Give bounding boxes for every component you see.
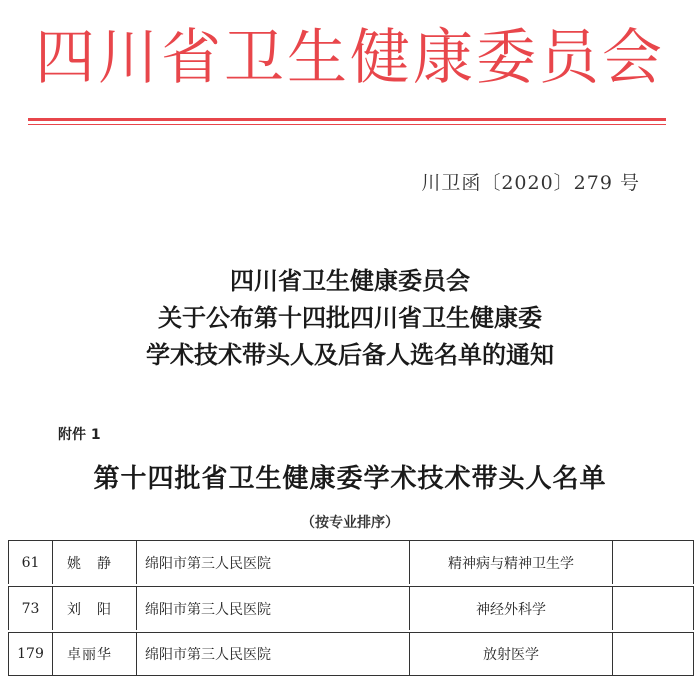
person-name: 姚 静 [53, 541, 137, 584]
person-name: 卓丽华 [53, 633, 137, 675]
notice-title-line: 学术技术带头人及后备人选名单的通知 [146, 341, 554, 369]
roster-table [8, 540, 694, 676]
letterhead-title: 四川省卫生健康委员会 [35, 23, 665, 93]
sort-note: （按专业排序） [301, 515, 399, 531]
letterhead-rule [28, 118, 666, 121]
attachment-label: 附件 1 [58, 427, 101, 443]
remarks-cell [613, 541, 693, 584]
specialty: 放射医学 [410, 633, 613, 675]
organization: 绵阳市第三人民医院 [137, 541, 410, 584]
notice-title-line: 关于公布第十四批四川省卫生健康委 [158, 304, 542, 332]
list-title: 第十四批省卫生健康委学术技术带头人名单 [93, 464, 607, 494]
remarks-cell [613, 587, 693, 630]
row-number: 73 [9, 587, 53, 630]
specialty: 精神病与精神卫生学 [410, 541, 613, 584]
notice-title [0, 263, 700, 374]
organization: 绵阳市第三人民医院 [137, 633, 410, 675]
specialty: 神经外科学 [410, 587, 613, 630]
notice-title-line: 四川省卫生健康委员会 [230, 267, 470, 295]
document-number: 川卫函〔2020〕279 号 [421, 172, 640, 194]
remarks-cell [613, 633, 693, 675]
table-row [8, 586, 694, 630]
row-number: 61 [9, 541, 53, 584]
organization: 绵阳市第三人民医院 [137, 587, 410, 630]
person-name: 刘 阳 [53, 587, 137, 630]
table-row [8, 632, 694, 676]
table-row [8, 540, 694, 584]
letterhead-rule-thin [28, 124, 666, 125]
row-number: 179 [9, 633, 53, 675]
